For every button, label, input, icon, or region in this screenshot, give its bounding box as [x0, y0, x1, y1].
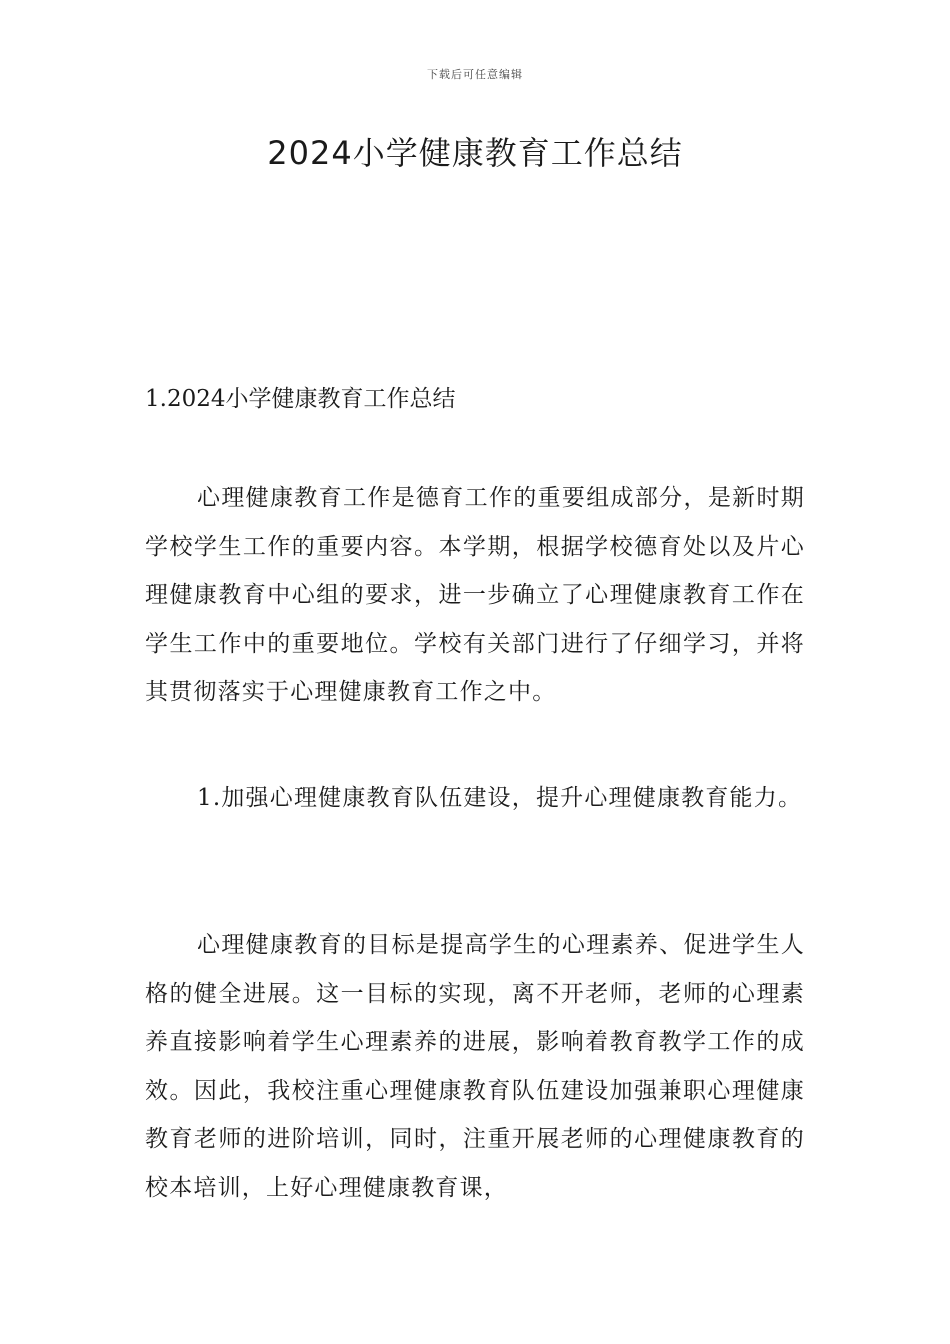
body-paragraph: 心理健康教育的目标是提高学生的心理素养、促进学生人格的健全进展。这一目标的实现，离不开老师，老师的心理素养直接影响着学生心理素养的进展，影响着教育教学工作的成效。因此，我校注重心理健康教育队伍建设加强兼职心理健康教育老师的进阶培训，同时，注重开展老师的心理健康教育的校本培训，上好心理健康教育课， [145, 932, 805, 1201]
document-title: 2024小学健康教育工作总结 [267, 134, 683, 172]
section-heading: 1.2024小学健康教育工作总结 [145, 386, 456, 412]
numbered-point-paragraph: 1.加强心理健康教育队伍建设，提升心理健康教育能力。 [197, 785, 803, 811]
header-note: 下载后可任意编辑 [427, 68, 523, 81]
body-paragraph: 心理健康教育工作是德育工作的重要组成部分，是新时期学校学生工作的重要内容。本学期，根据学校德育处以及片心理健康教育中心组的要求，进一步确立了心理健康教育工作在学生工作中的重要地位。学校有关部门进行了仔细学习，并将其贯彻落实于心理健康教育工作之中。 [145, 485, 805, 705]
